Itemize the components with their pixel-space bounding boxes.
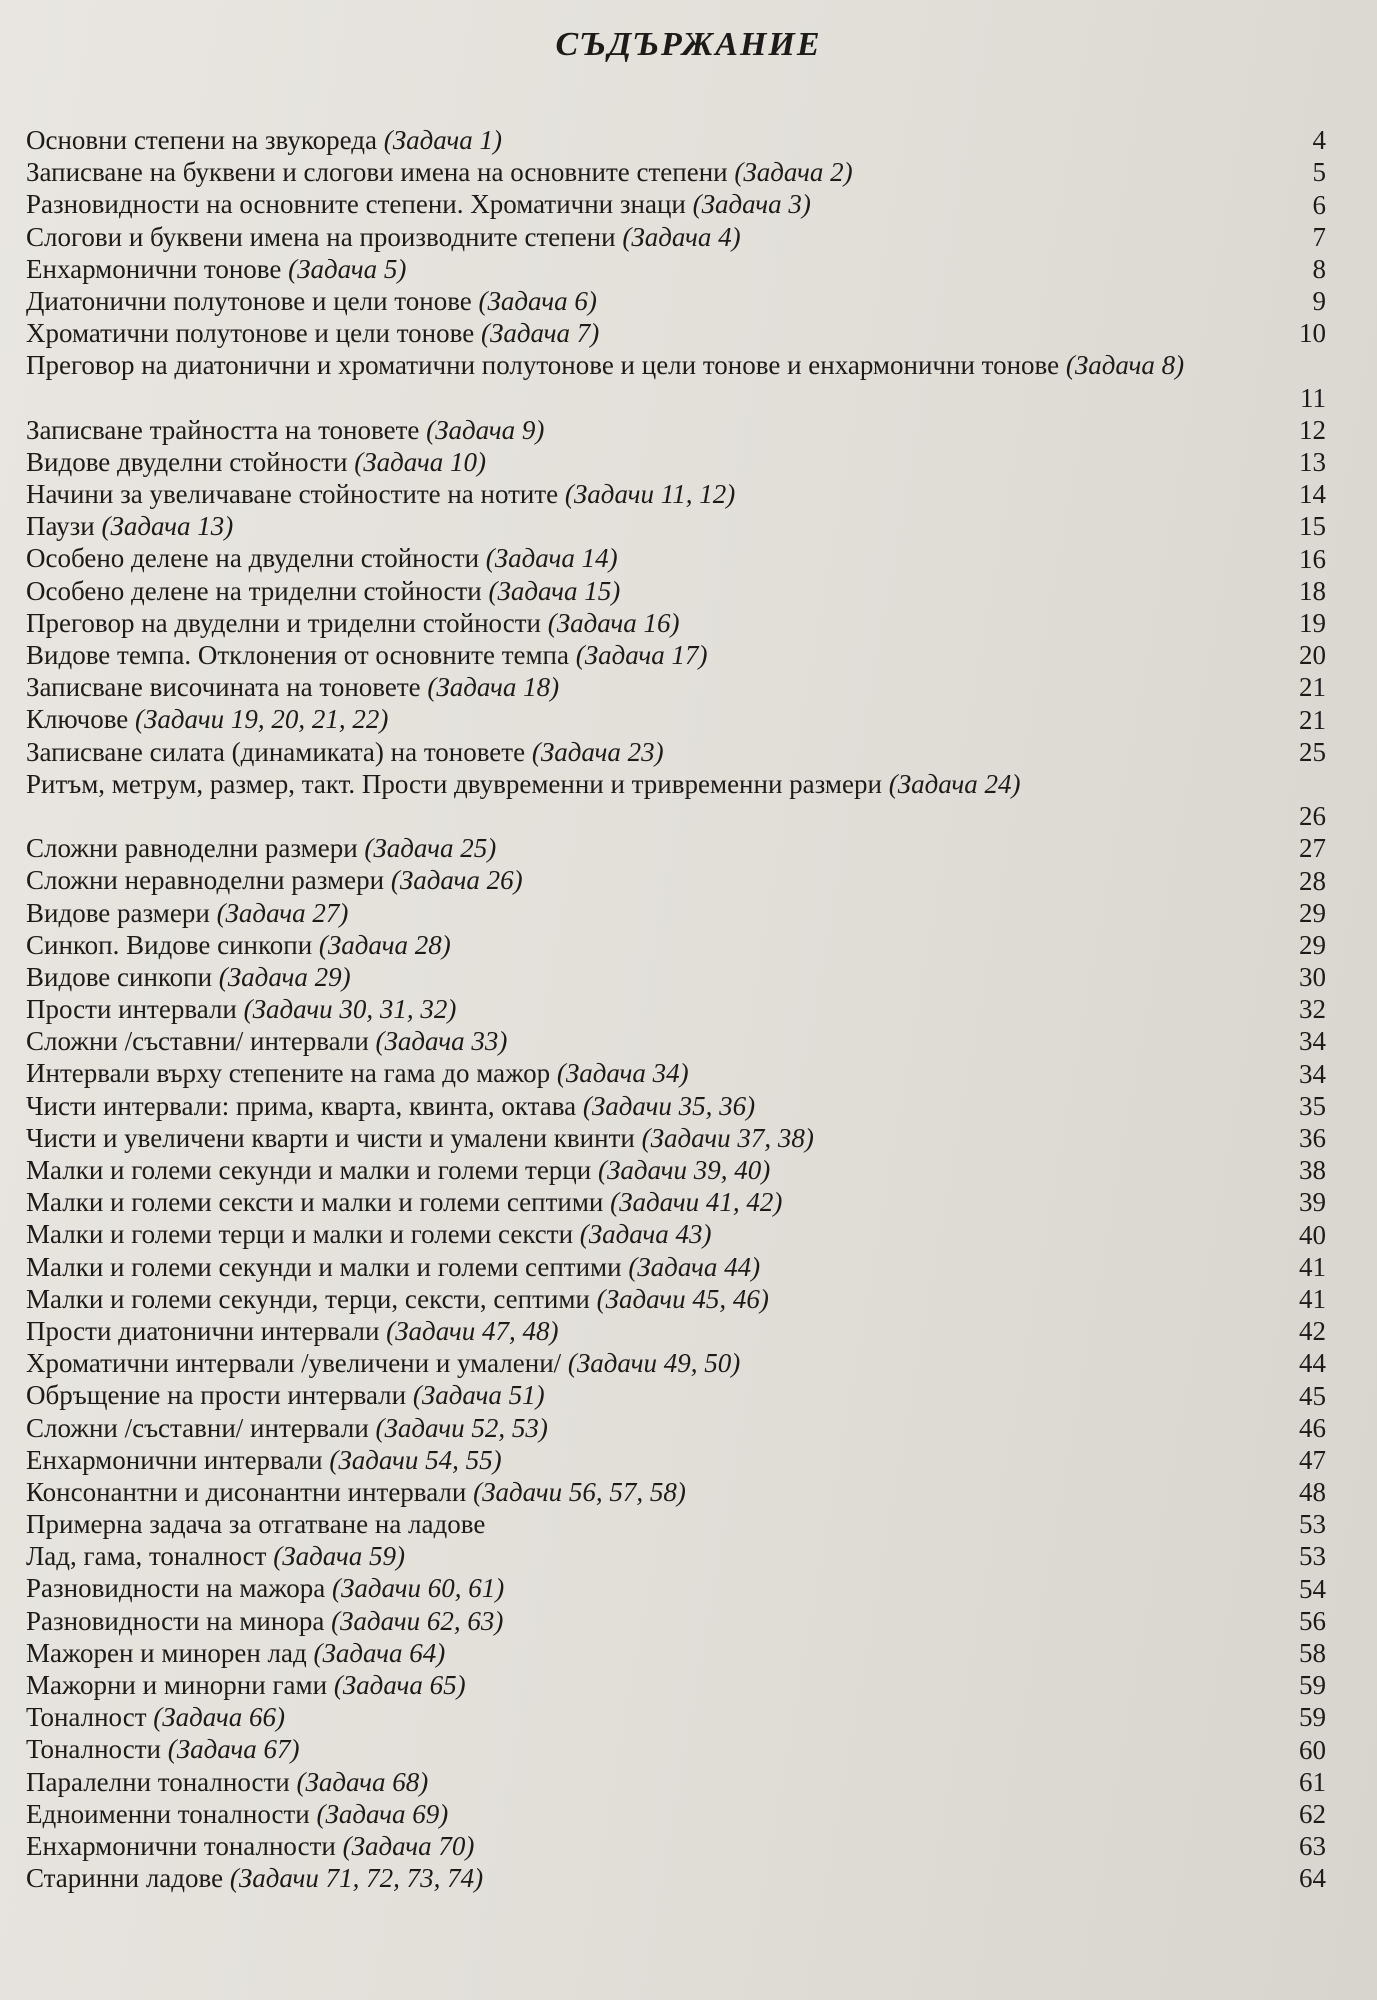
toc-entry-task: (Задачи 54, 55) (329, 1444, 502, 1475)
toc-entry-text: Видове размери (26, 897, 210, 928)
toc-entry-text: Прости диатонични интервали (26, 1315, 380, 1346)
toc-entry-page-number: 5 (1312, 157, 1326, 188)
toc-entry-page-number: 34 (1299, 1058, 1326, 1089)
toc-entry-task: (Задача 26) (390, 865, 523, 896)
toc-entry-title (26, 1412, 1236, 1444)
toc-entry (26, 736, 1326, 768)
toc-entry-text: Чисти интервали: прима, кварта, квинта, октава (26, 1090, 577, 1121)
toc-entry-title (26, 414, 1236, 446)
toc-entry-page-number: 4 (1312, 125, 1326, 156)
toc-entry-task: (Задача 29) (218, 961, 351, 992)
toc-entry (26, 478, 1326, 510)
toc-entry-title (26, 1122, 1236, 1154)
toc-entry-title (26, 864, 1236, 896)
toc-entry-title (26, 1379, 1236, 1411)
toc-entry-page-number: 58 (1299, 1638, 1326, 1669)
toc-entry-text: Особено делене на двуделни стойности (26, 543, 480, 574)
toc-entry (26, 124, 1326, 156)
toc-entry-page-number: 13 (1299, 447, 1326, 478)
toc-entry-title (26, 510, 1236, 542)
toc-entry (26, 993, 1326, 1025)
toc-entry-page-number: 21 (1299, 704, 1326, 735)
toc-entry-title (26, 1283, 1236, 1315)
toc-entry-task: (Задачи 19, 20, 21, 22) (135, 704, 389, 735)
toc-entry-task: (Задачи 39, 40) (597, 1155, 771, 1186)
toc-entry-title (26, 542, 1236, 574)
toc-entry-task: (Задача 14) (485, 543, 618, 574)
toc-entry (26, 768, 1326, 832)
toc-entry-page-number: 19 (1299, 608, 1326, 639)
toc-entry (26, 1540, 1326, 1572)
toc-entry (26, 1862, 1326, 1894)
toc-entry-page-number: 61 (1299, 1766, 1326, 1797)
toc-entry-title (26, 1508, 1236, 1540)
toc-entry-page-number: 11 (1300, 382, 1326, 413)
toc-entry-task: (Задача 51) (412, 1380, 545, 1411)
toc-entry (26, 156, 1326, 188)
toc-entry-title (26, 446, 1236, 478)
toc-entry-title (26, 1830, 1236, 1862)
toc-entry-text: Разновидности на мажора (26, 1573, 326, 1604)
toc-entry-text: Разновидности на основните степени. Хроматични знаци (26, 189, 686, 220)
toc-entry (26, 1090, 1326, 1122)
toc-entry-page-number: 41 (1299, 1251, 1326, 1282)
toc-entry-page-number: 39 (1299, 1187, 1326, 1218)
toc-entry (26, 1508, 1326, 1540)
toc-entry-task: (Задача 6) (478, 285, 597, 316)
toc-entry-title (26, 703, 1236, 735)
toc-entry-task: (Задача 68) (296, 1766, 429, 1797)
toc-entry-page-number: 6 (1312, 189, 1326, 220)
toc-entry-task: (Задача 7) (480, 318, 600, 349)
toc-entry (26, 446, 1326, 478)
toc-entry-task: (Задача 44) (628, 1251, 761, 1282)
toc-entry-text: Записване на буквени и слогови имена на основните степени (26, 157, 728, 188)
toc-entry-page-number: 30 (1299, 962, 1326, 993)
toc-entry-title (26, 1186, 1236, 1218)
toc-entry (26, 1733, 1326, 1765)
toc-entry-page-number: 32 (1299, 994, 1326, 1025)
toc-entry-page-number: 7 (1312, 221, 1326, 252)
toc-entry-task: (Задача 1) (383, 125, 502, 155)
toc-entry-task: (Задача 10) (354, 446, 487, 477)
toc-entry-title (26, 1154, 1236, 1186)
toc-entry-title (26, 832, 1236, 864)
toc-entry-title (26, 188, 1236, 220)
toc-entry-title (26, 1347, 1236, 1379)
toc-entry-title (26, 1218, 1236, 1250)
toc-entry-title (26, 1798, 1236, 1830)
toc-entry-title (26, 1540, 1236, 1572)
toc-entry-page-number: 48 (1299, 1477, 1326, 1508)
toc-entry-task: (Задача 13) (101, 511, 234, 542)
toc-entry-title (26, 1315, 1236, 1347)
toc-entry-task: (Задачи 52, 53) (375, 1412, 548, 1443)
toc-entry-title (26, 607, 1236, 639)
toc-entry-task: (Задача 9) (426, 414, 545, 445)
toc-entry (26, 1444, 1326, 1476)
toc-entry-task: (Задачи 62, 63) (331, 1605, 504, 1636)
toc-entry (26, 1315, 1326, 1347)
table-of-contents (26, 124, 1326, 1894)
toc-entry (26, 1186, 1326, 1218)
page-title: СЪДЪРЖАНИЕ (555, 26, 822, 63)
toc-entry-page-number: 56 (1299, 1605, 1326, 1636)
toc-entry-title (26, 124, 1236, 156)
toc-entry (26, 188, 1326, 220)
toc-entry-text: Чисти и увеличени кварти и чисти и умалени квинти (26, 1122, 635, 1153)
toc-entry-page-number: 64 (1299, 1863, 1326, 1894)
toc-entry-text: Синкоп. Видове синкопи (26, 929, 313, 960)
toc-entry (26, 1830, 1326, 1862)
toc-entry-page-number: 29 (1299, 897, 1326, 928)
toc-entry-text: Сложни неравноделни размери (26, 865, 385, 896)
toc-entry (26, 1701, 1326, 1733)
toc-entry (26, 1025, 1326, 1057)
toc-entry-title (26, 478, 1236, 510)
toc-entry-title (26, 1444, 1236, 1476)
toc-entry (26, 285, 1326, 317)
toc-entry (26, 1154, 1326, 1186)
toc-entry-title (26, 961, 1236, 993)
toc-entry-page-number: 47 (1299, 1444, 1326, 1475)
toc-entry-text: Мажорни и минорни гами (26, 1670, 328, 1701)
toc-entry-title (26, 575, 1236, 607)
toc-entry (26, 1476, 1326, 1508)
toc-entry (26, 864, 1326, 896)
toc-entry-page-number: 29 (1299, 929, 1326, 960)
toc-entry (26, 1251, 1326, 1283)
toc-entry-text: Лад, гама, тоналност (26, 1541, 267, 1572)
toc-entry-page-number: 60 (1299, 1734, 1326, 1765)
toc-entry (26, 607, 1326, 639)
toc-entry (26, 253, 1326, 285)
toc-entry-text: Записване височината на тоновете (26, 672, 421, 703)
toc-entry-task: (Задача 24) (888, 768, 1021, 799)
toc-entry-task: (Задача 69) (316, 1798, 449, 1829)
toc-entry-task: (Задача 2) (734, 157, 853, 188)
toc-entry-task: (Задачи 71, 72, 73, 74) (229, 1863, 484, 1894)
toc-entry-page-number: 62 (1299, 1798, 1326, 1829)
toc-entry-text: Малки и големи секунди, терци, сексти, септими (26, 1283, 590, 1314)
toc-entry-title (26, 639, 1236, 671)
toc-entry (26, 832, 1326, 864)
toc-entry-task: (Задача 16) (547, 607, 680, 638)
toc-entry-text: Тоналност (26, 1702, 147, 1733)
toc-entry-task: (Задача 43) (579, 1219, 712, 1250)
toc-entry-text: Малки и големи терци и малки и големи сексти (26, 1219, 574, 1250)
toc-entry-text: Сложни /съставни/ интервали (26, 1412, 369, 1443)
toc-entry-text: Примерна задача за отгатване на ладове (26, 1509, 486, 1540)
toc-entry-text: Записване трайността на тоновете (26, 414, 420, 445)
toc-entry-page-number: 21 (1299, 672, 1326, 703)
toc-entry-text: Ключове (26, 704, 129, 735)
toc-entry-text: Малки и големи секунди и малки и големи септими (26, 1251, 622, 1282)
toc-entry-task: (Задача 18) (427, 672, 560, 703)
toc-entry-page-number: 53 (1299, 1509, 1326, 1540)
toc-entry-task: (Задачи 60, 61) (331, 1573, 505, 1604)
toc-entry-title (26, 1251, 1236, 1283)
toc-entry-page-number: 20 (1299, 640, 1326, 671)
toc-entry-task: (Задача 23) (531, 736, 664, 767)
toc-entry-task: (Задача 66) (153, 1702, 286, 1733)
toc-entry-title (26, 317, 1236, 349)
toc-entry-text: Видове синкопи (26, 961, 213, 992)
toc-entry-text: Обръщение на прости интервали (26, 1380, 407, 1411)
toc-entry-page-number: 27 (1299, 833, 1326, 864)
toc-entry-text: Мажорен и минорен лад (26, 1637, 307, 1668)
toc-entry-task: (Задача 67) (167, 1734, 300, 1765)
toc-entry-text: Хроматични интервали /увеличени и умалени/ (26, 1348, 562, 1379)
toc-entry (26, 1347, 1326, 1379)
toc-entry-title (26, 1766, 1236, 1798)
toc-entry-page-number: 38 (1299, 1155, 1326, 1186)
toc-entry-title (26, 671, 1236, 703)
toc-entry-text: Консонантни и дисонантни интервали (26, 1476, 467, 1507)
toc-entry-title (26, 1701, 1236, 1733)
toc-entry-task: (Задача 8) (1065, 350, 1185, 381)
toc-entry-title (26, 897, 1236, 929)
toc-entry-page-number: 63 (1299, 1831, 1326, 1862)
toc-entry-page-number: 53 (1299, 1541, 1326, 1572)
toc-entry-text: Слогови и буквени имена на производните степени (26, 221, 616, 252)
toc-entry-title (26, 993, 1236, 1025)
toc-entry-task: (Задачи 30, 31, 32) (243, 994, 457, 1025)
toc-entry (26, 929, 1326, 961)
toc-entry-text: Разновидности на минора (26, 1605, 325, 1636)
toc-entry-page-number: 46 (1299, 1412, 1326, 1443)
toc-entry-title (26, 1572, 1236, 1604)
toc-entry-page-number: 59 (1299, 1702, 1326, 1733)
toc-entry (26, 510, 1326, 542)
toc-entry-title (26, 253, 1236, 285)
toc-entry-text: Паузи (26, 511, 95, 542)
toc-entry-title (26, 1025, 1236, 1057)
toc-entry (26, 1572, 1326, 1604)
toc-entry-text: Паралелни тоналности (26, 1766, 290, 1797)
toc-entry-title (26, 1669, 1236, 1701)
toc-entry-task: (Задачи 56, 57, 58) (473, 1476, 686, 1507)
toc-entry-text: Начини за увеличаване стойностите на нотите (26, 479, 559, 510)
toc-entry-page-number: 18 (1299, 575, 1326, 606)
toc-entry-title (26, 221, 1236, 253)
toc-entry-title (26, 1057, 1236, 1089)
toc-entry-text: Сложни равноделни размери (26, 833, 358, 864)
toc-entry-task: (Задачи 11, 12) (564, 479, 736, 510)
toc-entry-text: Видове темпа. Отклонения от основните темпа (26, 640, 569, 671)
toc-entry (26, 1605, 1326, 1637)
toc-entry (26, 1766, 1326, 1798)
toc-entry (26, 1283, 1326, 1315)
toc-entry-task: (Задачи 41, 42) (610, 1187, 783, 1218)
toc-entry-title (26, 1476, 1236, 1508)
toc-entry-page-number: 45 (1299, 1380, 1326, 1411)
toc-entry-page-number: 34 (1299, 1026, 1326, 1057)
toc-entry (26, 671, 1326, 703)
toc-entry-text: Тоналности (26, 1734, 161, 1765)
toc-entry (26, 703, 1326, 735)
toc-entry-title (26, 1605, 1236, 1637)
toc-entry-text: Едноименни тоналности (26, 1798, 310, 1829)
toc-entry-title (26, 736, 1236, 768)
toc-entry-title (26, 929, 1236, 961)
toc-entry-text: Енхармонични интервали (26, 1444, 323, 1475)
toc-entry-task: (Задача 17) (575, 640, 708, 671)
toc-entry-task: (Задача 5) (288, 253, 407, 284)
toc-entry-title (26, 349, 1236, 381)
toc-entry (26, 221, 1326, 253)
toc-entry-title (26, 768, 1236, 800)
toc-entry-page-number: 59 (1299, 1670, 1326, 1701)
toc-entry-page-number: 35 (1299, 1090, 1326, 1121)
toc-entry-page-number: 36 (1299, 1123, 1326, 1154)
toc-entry-text: Интервали върху степените на гама до мажор (26, 1058, 551, 1089)
toc-entry-page-number: 26 (1299, 801, 1326, 832)
toc-entry (26, 349, 1326, 413)
toc-entry (26, 1218, 1326, 1250)
toc-entry (26, 1669, 1326, 1701)
toc-entry (26, 1412, 1326, 1444)
toc-entry-title (26, 1862, 1236, 1894)
toc-entry-task: (Задачи 35, 36) (582, 1090, 756, 1121)
toc-entry (26, 1637, 1326, 1669)
toc-entry-page-number: 10 (1299, 318, 1326, 349)
toc-entry-page-number: 40 (1299, 1219, 1326, 1250)
toc-entry (26, 1122, 1326, 1154)
toc-entry-text: Енхармонични тоналности (26, 1830, 336, 1861)
toc-entry-task: (Задачи 45, 46) (596, 1283, 769, 1314)
toc-entry-task: (Задача 4) (622, 221, 741, 252)
toc-entry-task: (Задача 28) (318, 929, 451, 960)
toc-entry-page-number: 8 (1312, 253, 1326, 284)
toc-entry-task: (Задача 15) (488, 575, 621, 606)
toc-entry (26, 542, 1326, 574)
toc-entry-task: (Задача 34) (556, 1058, 689, 1089)
toc-entry-page-number: 44 (1299, 1348, 1326, 1379)
toc-entry (26, 317, 1326, 349)
toc-entry-page-number: 25 (1299, 736, 1326, 767)
toc-entry-title (26, 1637, 1236, 1669)
toc-entry-task: (Задача 33) (375, 1026, 508, 1057)
toc-entry-text: Сложни /съставни/ интервали (26, 1026, 369, 1057)
toc-entry-task: (Задача 27) (216, 897, 349, 928)
toc-entry-task: (Задачи 49, 50) (567, 1348, 741, 1379)
toc-entry-page-number: 12 (1299, 414, 1326, 445)
toc-entry (26, 1379, 1326, 1411)
toc-entry-task: (Задача 70) (342, 1830, 475, 1861)
toc-entry-task: (Задача 25) (364, 833, 497, 864)
toc-entry-task: (Задача 59) (273, 1541, 406, 1572)
toc-entry-page-number: 15 (1299, 511, 1326, 542)
toc-entry (26, 1798, 1326, 1830)
toc-entry (26, 575, 1326, 607)
toc-entry-page-number: 9 (1312, 286, 1326, 317)
toc-entry-title (26, 1733, 1236, 1765)
toc-entry-text: Видове двуделни стойности (26, 446, 348, 477)
toc-entry (26, 414, 1326, 446)
toc-entry-page-number: 41 (1299, 1283, 1326, 1314)
toc-entry-text: Хроматични полутонове и цели тонове (26, 318, 475, 349)
toc-entry-page-number: 14 (1299, 479, 1326, 510)
toc-entry-text: Диатонични полутонове и цели тонове (26, 285, 472, 316)
toc-entry-text: Ритъм, метрум, размер, такт. Прости двувременни и тривременни размери (26, 768, 882, 799)
toc-entry-task: (Задача 64) (313, 1637, 446, 1668)
toc-entry-page-number: 28 (1299, 865, 1326, 896)
toc-entry (26, 961, 1326, 993)
toc-entry-text: Особено делене на триделни стойности (26, 575, 482, 606)
toc-entry-task: (Задача 3) (692, 189, 811, 220)
toc-entry-text: Преговор на диатонични и хроматични полутонове и цели тонове и енхармонични тонове (26, 350, 1060, 381)
toc-entry-task: (Задачи 47, 48) (386, 1315, 559, 1346)
toc-entry-text: Прости интервали (26, 994, 237, 1025)
toc-entry-title (26, 156, 1236, 188)
toc-entry-title (26, 1090, 1236, 1122)
toc-entry-page-number: 16 (1299, 543, 1326, 574)
toc-entry-page-number: 42 (1299, 1316, 1326, 1347)
toc-entry-text: Старинни ладове (26, 1863, 224, 1894)
toc-entry-text: Преговор на двуделни и триделни стойности (26, 607, 541, 638)
toc-entry-page-number: 54 (1299, 1573, 1326, 1604)
toc-entry (26, 639, 1326, 671)
toc-entry-text: Енхармонични тонове (26, 253, 282, 284)
toc-entry-task: (Задача 65) (333, 1670, 466, 1701)
toc-entry-task: (Задачи 37, 38) (641, 1122, 814, 1153)
toc-entry-text: Записване силата (динамиката) на тоновете (26, 736, 526, 767)
toc-entry-text: Малки и големи секунди и малки и големи терци (26, 1155, 592, 1186)
toc-entry-text: Малки и големи сексти и малки и големи септими (26, 1187, 604, 1218)
toc-entry-text: Основни степени на звукореда (26, 125, 377, 155)
toc-entry-title (26, 285, 1236, 317)
toc-entry (26, 897, 1326, 929)
toc-entry (26, 1057, 1326, 1089)
